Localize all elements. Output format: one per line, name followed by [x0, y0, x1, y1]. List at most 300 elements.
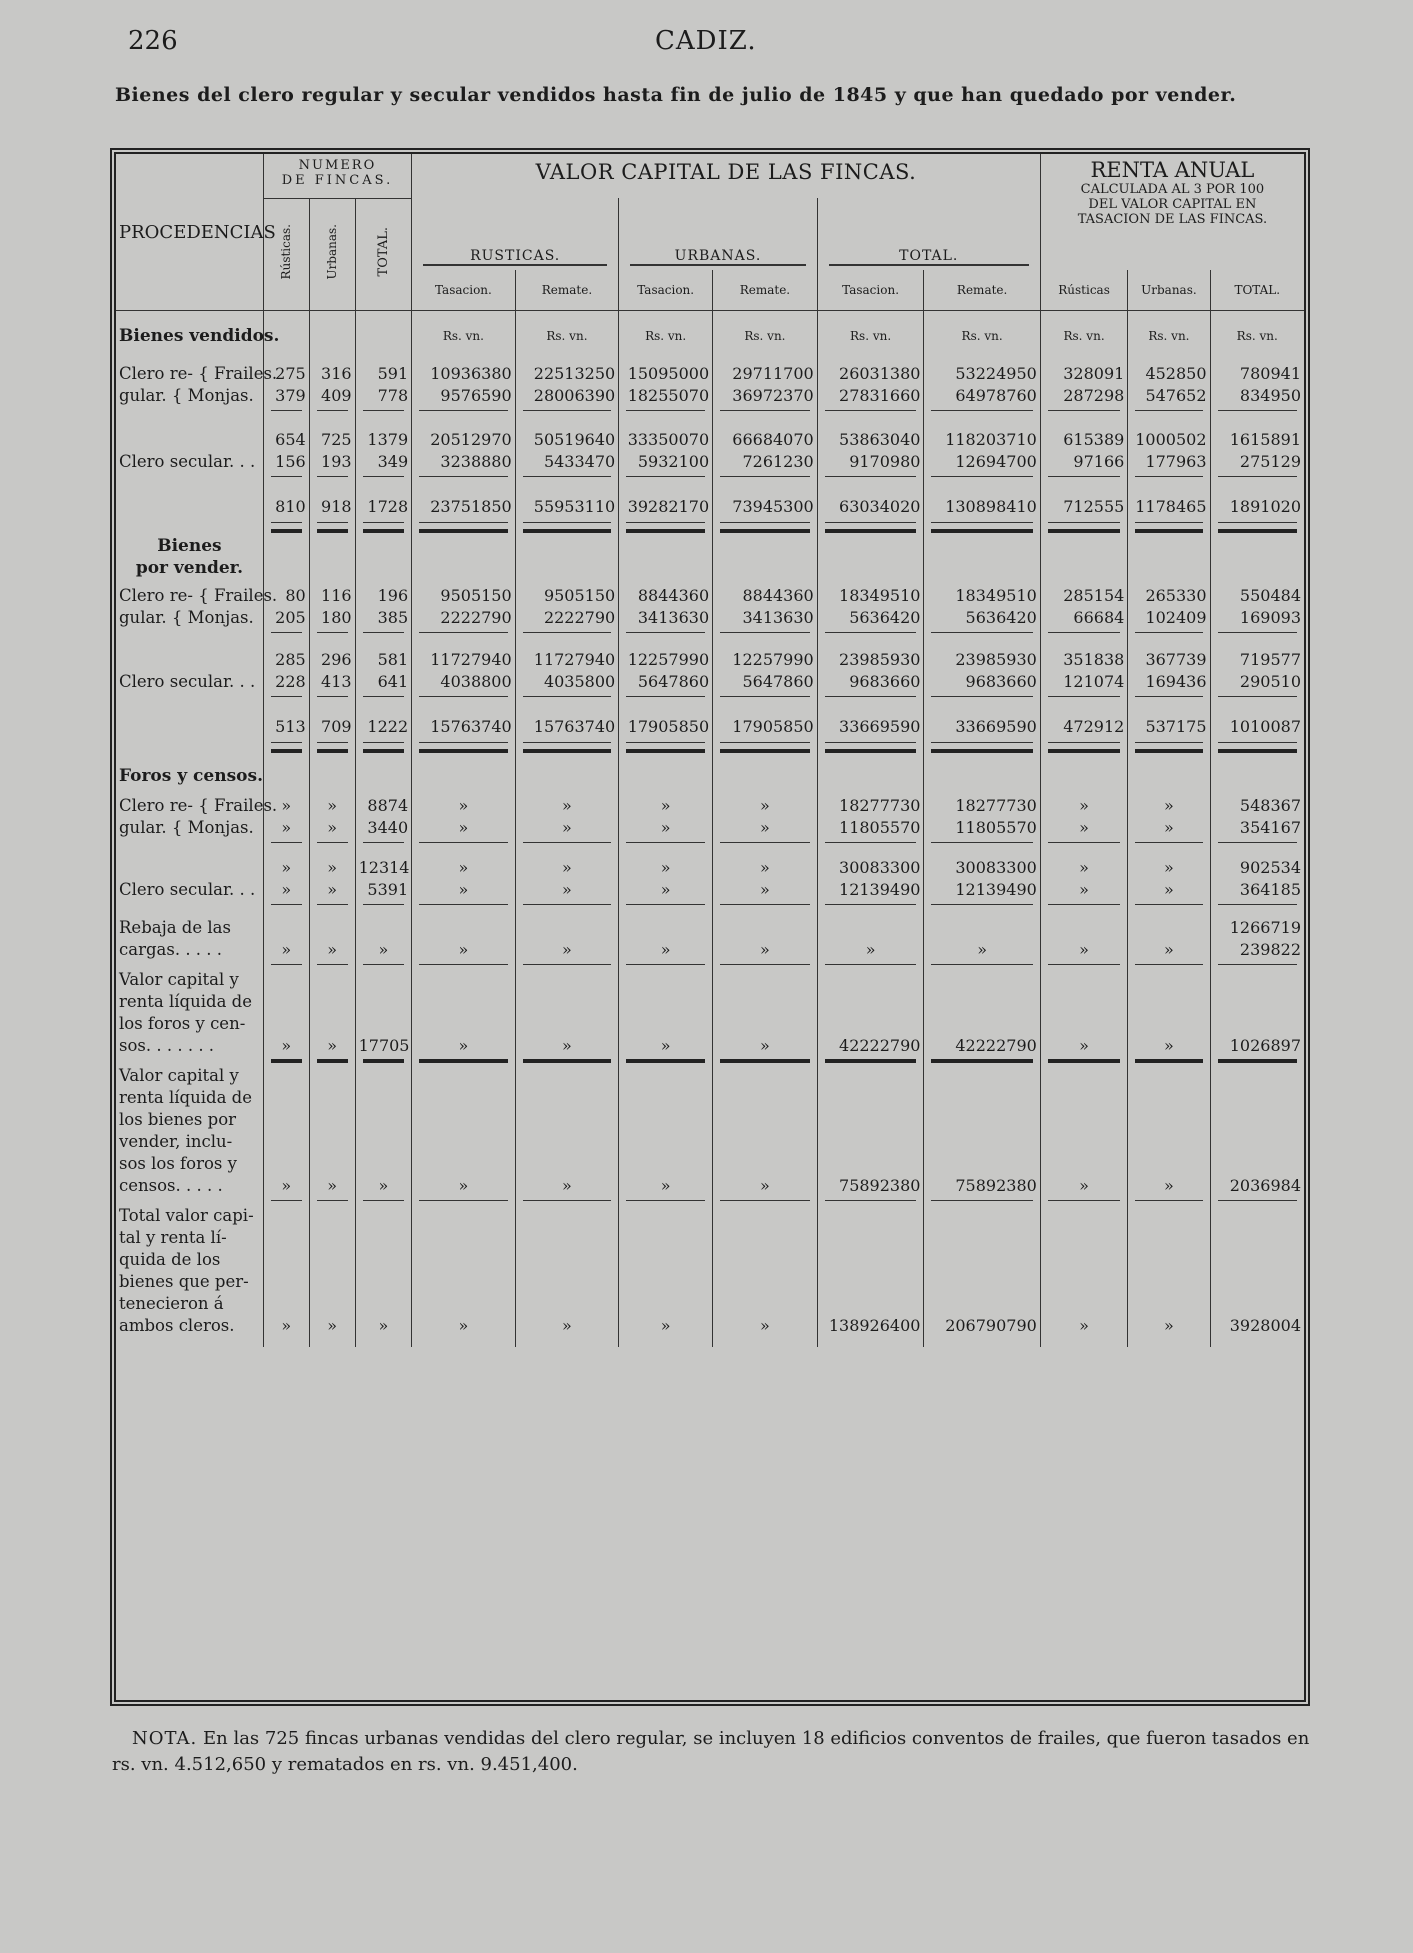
footnote-text: En las 725 fincas urbanas vendidas del clero regular, se incluyen 18 edificios conventos de frailes, que fueron tasados en rs. vn. 4.512,650 y rematados en rs. vn. 9.451,400.	[112, 1728, 1310, 1775]
rebaja-0-cell-9	[1040, 917, 1128, 939]
valor-foros-0-cell-5	[619, 969, 713, 991]
f-secular	[116, 879, 1304, 901]
total-final-3-cell-11	[1210, 1271, 1304, 1293]
rule-line	[1218, 1059, 1297, 1063]
rule-line	[626, 632, 705, 633]
rule-line	[1218, 842, 1297, 843]
frailes-label: Frailes.	[213, 586, 278, 605]
section-por-vender-1	[116, 535, 1304, 557]
total-final-5-cell-2: »	[355, 1315, 412, 1337]
v-secular-cell-7: 9170980	[817, 451, 924, 473]
p-reg-sum-cell-10: 367739	[1128, 649, 1210, 671]
valor-foros-1-cell-7	[817, 991, 924, 1013]
rebaja-0-cell-8	[924, 917, 1040, 939]
p-frailes-cell-1: 116	[309, 585, 355, 607]
v-frailes-cell-2: 591	[355, 363, 412, 385]
v-monjas-cell-9: 287298	[1040, 385, 1128, 407]
rule-line	[1135, 749, 1202, 753]
rule-line	[523, 696, 612, 697]
rule-line	[825, 842, 917, 843]
section-por-vender-2-cell-10	[1128, 557, 1210, 579]
f-rule-2	[116, 901, 1304, 909]
total-final-4-cell-10	[1128, 1293, 1210, 1315]
valor-bienes-1-cell-7	[817, 1087, 924, 1109]
rule-line	[825, 522, 917, 523]
running-head: CADIZ.	[655, 26, 757, 56]
rule-line	[317, 964, 348, 965]
rule-line	[931, 529, 1032, 533]
rule-line	[523, 529, 612, 533]
valor-foros-3-cell-4: »	[515, 1035, 619, 1057]
v-frailes-cell-8: 53224950	[924, 363, 1040, 385]
rule-line	[419, 742, 508, 743]
f-secular-cell-10: »	[1128, 879, 1210, 901]
section-foros-cell-8	[924, 763, 1040, 789]
total-final-2-cell-2	[355, 1249, 412, 1271]
v-total-cell-1: 918	[309, 495, 355, 519]
total-final-2-cell-9	[1040, 1249, 1128, 1271]
valor-bienes-1	[116, 1087, 1304, 1109]
total-final-5	[116, 1315, 1304, 1337]
section-por-vender-2-label: por vender.	[135, 557, 243, 578]
f-monjas-cell-7: 11805570	[817, 817, 924, 839]
section-por-vender-2-cell-4	[515, 557, 619, 579]
p-secular-cell-11: 290510	[1210, 671, 1304, 693]
total-final-3-cell-0	[263, 1271, 309, 1293]
p-monjas-cell-9: 66684	[1040, 607, 1128, 629]
v-secular-cell-2: 349	[355, 451, 412, 473]
spacer-row	[116, 311, 1304, 319]
rule-line	[363, 749, 405, 753]
f-monjas-cell-1: »	[309, 817, 355, 839]
monjas-label: Monjas.	[187, 818, 254, 837]
valor-bienes-3-cell-9	[1040, 1131, 1128, 1153]
rule-line	[363, 410, 405, 411]
rule-line	[626, 904, 705, 905]
valor-bienes-2-cell-1	[309, 1109, 355, 1131]
total-final-2-cell-5	[619, 1249, 713, 1271]
section-por-vender-2-cell-9	[1040, 557, 1128, 579]
rule-line	[720, 696, 810, 697]
header-remate-rusticas: Remate.	[515, 270, 619, 310]
section-foros	[116, 763, 1304, 789]
rule-line	[419, 1059, 508, 1063]
rebaja-0-cell-2	[355, 917, 412, 939]
rebaja-1-cell-4: »	[515, 939, 619, 961]
rebaja-1-cell-5: »	[619, 939, 713, 961]
valor-bienes-0-label: Valor capital y	[119, 1066, 239, 1085]
p-rule-2	[116, 693, 1304, 701]
section-por-vender-1-cell-3	[412, 535, 516, 557]
header-rusticas	[412, 198, 619, 270]
header-numero: NUMERO	[298, 158, 377, 173]
header-procedencias: PROCEDENCIAS	[116, 154, 263, 311]
v-total-cell-11: 1891020	[1210, 495, 1304, 519]
header-tasacion-total: Tasacion.	[817, 270, 924, 310]
total-final-3-cell-7	[817, 1271, 924, 1293]
v-total-label	[116, 495, 263, 519]
valor-bienes-5-cell-4: »	[515, 1175, 619, 1197]
v-total-cell-8: 130898410	[924, 495, 1040, 519]
header-remate-total: Remate.	[924, 270, 1040, 310]
rule-line	[1048, 742, 1121, 743]
valor-bienes-4-cell-9	[1040, 1153, 1128, 1175]
section-foros-cell-4	[515, 763, 619, 789]
valor-bienes-3-label: vender, inclu-	[119, 1132, 233, 1151]
f-secular-cell-8: 12139490	[924, 879, 1040, 901]
valor-bienes-1-cell-10	[1128, 1087, 1210, 1109]
v-secular-cell-11: 275129	[1210, 451, 1304, 473]
p-frailes-cell-8: 18349510	[924, 585, 1040, 607]
valor-bienes-3-cell-0	[263, 1131, 309, 1153]
valor-bienes-5-cell-8: 75892380	[924, 1175, 1040, 1197]
header-rusticas-vertical: Rústicas.	[279, 224, 294, 280]
rule-line	[1135, 1059, 1202, 1063]
p-frailes-cell-0: 80	[263, 585, 309, 607]
v-frailes-cell-0: 275	[263, 363, 309, 385]
header-urbanas-label: URBANAS.	[674, 248, 762, 264]
valor-bienes-1-cell-5	[619, 1087, 713, 1109]
total-final-2-label: quida de los	[119, 1250, 221, 1269]
rule-line	[825, 1059, 917, 1063]
total-final-2-cell-4	[515, 1249, 619, 1271]
v-frailes-cell-6: 29711700	[713, 363, 818, 385]
total-final-3-cell-5	[619, 1271, 713, 1293]
p-rule-4	[116, 747, 1304, 755]
p-total-cell-2: 1222	[355, 715, 412, 739]
rule-line	[1218, 529, 1297, 533]
rule-line	[626, 842, 705, 843]
f-monjas-cell-4: »	[515, 817, 619, 839]
rule-line	[419, 964, 508, 965]
total-final-5-cell-0: »	[263, 1315, 309, 1337]
valor-foros-0-cell-9	[1040, 969, 1128, 991]
rule-line	[1218, 964, 1297, 965]
valor-bienes-0-cell-7	[817, 1065, 924, 1087]
v-secular-cell-10: 177963	[1128, 451, 1210, 473]
rebaja-0-cell-7	[817, 917, 924, 939]
valor-bienes-4-label: sos los foros y	[119, 1154, 237, 1173]
total-final-4-cell-9	[1040, 1293, 1128, 1315]
spacer-row	[116, 909, 1304, 917]
total-final-3	[116, 1271, 1304, 1293]
p-monjas-cell-11: 169093	[1210, 607, 1304, 629]
valor-bienes-5-cell-1: »	[309, 1175, 355, 1197]
valor-bienes-3-cell-3	[412, 1131, 516, 1153]
valor-foros-1-label: renta líquida de	[119, 992, 252, 1011]
valor-foros-2-cell-2	[355, 1013, 412, 1035]
total-final-3-cell-4	[515, 1271, 619, 1293]
header-urbanas	[619, 198, 818, 270]
f-reg-sum-cell-7: 30083300	[817, 857, 924, 879]
f-monjas-cell-10: »	[1128, 817, 1210, 839]
total-final-1-cell-9	[1040, 1227, 1128, 1249]
rule-line	[720, 742, 810, 743]
rule-line	[523, 1200, 612, 1201]
valor-bienes-4-cell-2	[355, 1153, 412, 1175]
rule-line	[720, 476, 810, 477]
valor-bienes-1-cell-6	[713, 1087, 818, 1109]
v-monjas-cell-10: 547652	[1128, 385, 1210, 407]
f-frailes-cell-5: »	[619, 795, 713, 817]
rule-line	[1135, 1200, 1202, 1201]
table-body	[116, 154, 1304, 1347]
rule-line	[271, 696, 302, 697]
rule-line	[626, 410, 705, 411]
clero-regular-label: gular.	[119, 386, 167, 405]
f-secular-cell-7: 12139490	[817, 879, 924, 901]
f-frailes-cell-9: »	[1040, 795, 1128, 817]
v-reg-sum-cell-11: 1615891	[1210, 429, 1304, 451]
header-numero-fincas	[263, 154, 411, 198]
f-frailes-cell-1: »	[309, 795, 355, 817]
header-renta-total: TOTAL.	[1210, 270, 1304, 310]
v-rule-2	[116, 473, 1304, 481]
valor-bienes-3-cell-1	[309, 1131, 355, 1153]
v-secular-cell-3: 3238880	[412, 451, 516, 473]
header-total-vertical: TOTAL.	[375, 227, 391, 277]
p-secular	[116, 671, 1304, 693]
valor-foros-0-label: Valor capital y	[119, 970, 239, 989]
p-secular-cell-9: 121074	[1040, 671, 1128, 693]
valor-foros-0-cell-6	[713, 969, 818, 991]
rule-line	[931, 410, 1032, 411]
rule-line	[317, 476, 348, 477]
p-reg-sum-cell-0: 285	[263, 649, 309, 671]
valor-bienes-3-cell-10	[1128, 1131, 1210, 1153]
valor-foros-1-cell-11	[1210, 991, 1304, 1013]
p-reg-sum-cell-3: 11727940	[412, 649, 516, 671]
valor-foros-3-cell-8: 42222790	[924, 1035, 1040, 1057]
valor-bienes-5-cell-5: »	[619, 1175, 713, 1197]
f-reg-sum-cell-11: 902534	[1210, 857, 1304, 879]
total-final-1-label: tal y renta lí-	[119, 1228, 227, 1247]
rebaja-1-cell-7: »	[817, 939, 924, 961]
valor-foros-3-cell-5: »	[619, 1035, 713, 1057]
section-vendidos-cell-4: Rs. vn.	[515, 319, 619, 353]
rebaja-1-cell-8: »	[924, 939, 1040, 961]
rule-line	[1135, 904, 1202, 905]
valor-bienes-2-cell-8	[924, 1109, 1040, 1131]
valor-foros-0-cell-2	[355, 969, 412, 991]
valor-bienes-0-cell-6	[713, 1065, 818, 1087]
header-tasacion-urbanas: Tasacion.	[619, 270, 713, 310]
total-final-5-cell-4: »	[515, 1315, 619, 1337]
total-final-3-cell-2	[355, 1271, 412, 1293]
rule-line	[720, 904, 810, 905]
section-por-vender-1-cell-4	[515, 535, 619, 557]
p-secular-cell-7: 9683660	[817, 671, 924, 693]
p-monjas-cell-1: 180	[309, 607, 355, 629]
rebaja-0-cell-4	[515, 917, 619, 939]
p-secular-cell-8: 9683660	[924, 671, 1040, 693]
p-monjas-cell-4: 2222790	[515, 607, 619, 629]
v-secular-cell-4: 5433470	[515, 451, 619, 473]
clero-regular-label: Clero re-	[119, 364, 193, 383]
valor-bienes-5-cell-9: »	[1040, 1175, 1128, 1197]
total-final-3-label: bienes que per-	[119, 1272, 249, 1291]
valor-bienes-5-label: censos. . . . .	[119, 1176, 223, 1195]
v-monjas-cell-2: 778	[355, 385, 412, 407]
total-final-3-cell-9	[1040, 1271, 1128, 1293]
total-final-2-cell-7	[817, 1249, 924, 1271]
p-reg-sum	[116, 649, 1304, 671]
rule-line	[363, 742, 405, 743]
rule-line	[720, 964, 810, 965]
rule-line	[720, 1200, 810, 1201]
p-total-cell-11: 1010087	[1210, 715, 1304, 739]
rule-line	[523, 904, 612, 905]
rule-line	[931, 749, 1032, 753]
header-renta-line-2: CALCULADA AL 3 POR 100	[1080, 182, 1265, 197]
f-frailes-cell-8: 18277730	[924, 795, 1040, 817]
total-final-2	[116, 1249, 1304, 1271]
rule-line	[720, 749, 810, 753]
header-de-fincas: DE FINCAS.	[281, 173, 394, 188]
footnote-label: NOTA.	[132, 1728, 198, 1749]
v-total-cell-0: 810	[263, 495, 309, 519]
rule-line	[271, 749, 302, 753]
p-total-cell-3: 15763740	[412, 715, 516, 739]
valor-bienes-1-cell-4	[515, 1087, 619, 1109]
rule-line	[825, 742, 917, 743]
total-final-5-cell-8: 206790790	[924, 1315, 1040, 1337]
rule-line	[825, 964, 917, 965]
f-secular-cell-9: »	[1040, 879, 1128, 901]
p-frailes-cell-2: 196	[355, 585, 412, 607]
section-foros-cell-0	[263, 763, 309, 789]
section-por-vender-1-cell-10	[1128, 535, 1210, 557]
valor-bienes-1-cell-0	[263, 1087, 309, 1109]
section-por-vender-1-cell-6	[713, 535, 818, 557]
valor-foros-3-cell-3: »	[412, 1035, 516, 1057]
total-final-0-cell-7	[817, 1205, 924, 1227]
v-total	[116, 495, 1304, 519]
valor-bienes-3	[116, 1131, 1304, 1153]
rule-line	[419, 842, 508, 843]
f-reg-sum-cell-1: »	[309, 857, 355, 879]
p-frailes-cell-7: 18349510	[817, 585, 924, 607]
p-total	[116, 715, 1304, 739]
total-final-4-cell-5	[619, 1293, 713, 1315]
p-monjas-cell-2: 385	[355, 607, 412, 629]
section-por-vender-2-cell-7	[817, 557, 924, 579]
p-reg-sum-cell-1: 296	[309, 649, 355, 671]
valor-bienes-4-cell-4	[515, 1153, 619, 1175]
p-monjas-cell-3: 2222790	[412, 607, 516, 629]
rule-line	[317, 410, 348, 411]
valor-foros-1-cell-9	[1040, 991, 1128, 1013]
v-monjas-cell-4: 28006390	[515, 385, 619, 407]
rule-line	[317, 1059, 348, 1063]
clero-regular-label: Clero re-	[119, 796, 193, 815]
p-frailes-cell-9: 285154	[1040, 585, 1128, 607]
v-secular-cell-8: 12694700	[924, 451, 1040, 473]
rule-line	[363, 842, 405, 843]
section-vendidos-cell-3: Rs. vn.	[412, 319, 516, 353]
valor-bienes-0-cell-8	[924, 1065, 1040, 1087]
p-secular-cell-2: 641	[355, 671, 412, 693]
rule-line	[1135, 529, 1202, 533]
valor-bienes-1-cell-3	[412, 1087, 516, 1109]
section-por-vender-2-cell-5	[619, 557, 713, 579]
monjas-label: Monjas.	[187, 386, 254, 405]
header-col-urbanas	[309, 198, 355, 310]
total-final-0-label: Total valor capi-	[119, 1206, 254, 1225]
valor-bienes-2-cell-5	[619, 1109, 713, 1131]
section-vendidos-cell-11: Rs. vn.	[1210, 319, 1304, 353]
section-por-vender-1-cell-1	[309, 535, 355, 557]
section-vendidos-cell-5: Rs. vn.	[619, 319, 713, 353]
v-secular-cell-0: 156	[263, 451, 309, 473]
valor-bienes-3-cell-11	[1210, 1131, 1304, 1153]
v-secular-cell-5: 5932100	[619, 451, 713, 473]
rebaja-0-cell-6	[713, 917, 818, 939]
header-renta-rusticas: Rústicas	[1040, 270, 1128, 310]
section-por-vender-1-cell-9	[1040, 535, 1128, 557]
valor-foros-2-cell-7	[817, 1013, 924, 1035]
rule-line	[1135, 842, 1202, 843]
v-total-cell-3: 23751850	[412, 495, 516, 519]
valor-bienes-4-cell-3	[412, 1153, 516, 1175]
p-monjas-cell-8: 5636420	[924, 607, 1040, 629]
v-monjas-cell-1: 409	[309, 385, 355, 407]
p-total-cell-10: 537175	[1128, 715, 1210, 739]
total-final-0-cell-4	[515, 1205, 619, 1227]
rule-line	[1048, 749, 1121, 753]
rule-line	[931, 632, 1032, 633]
clero-regular-label: gular.	[119, 608, 167, 627]
valor-foros-1-cell-4	[515, 991, 619, 1013]
total-final-5-cell-9: »	[1040, 1315, 1128, 1337]
p-reg-sum-cell-9: 351838	[1040, 649, 1128, 671]
valor-bienes-1-cell-9	[1040, 1087, 1128, 1109]
v-monjas-cell-5: 18255070	[619, 385, 713, 407]
valor-bienes-1-cell-11	[1210, 1087, 1304, 1109]
rule-line	[523, 410, 612, 411]
rule-line	[1135, 632, 1202, 633]
rule-line	[363, 529, 405, 533]
valor-bienes-0-cell-1	[309, 1065, 355, 1087]
total-final-4-cell-8	[924, 1293, 1040, 1315]
valor-foros-3-cell-9: »	[1040, 1035, 1128, 1057]
valor-bienes-2	[116, 1109, 1304, 1131]
rule-line	[1135, 964, 1202, 965]
rule-line	[1218, 632, 1297, 633]
rule-line	[626, 742, 705, 743]
v-frailes-cell-5: 15095000	[619, 363, 713, 385]
rule-line	[825, 1200, 917, 1201]
v-reg-sum-cell-10: 1000502	[1128, 429, 1210, 451]
f-monjas-cell-8: 11805570	[924, 817, 1040, 839]
p-reg-sum-cell-5: 12257990	[619, 649, 713, 671]
v-secular-cell-9: 97166	[1040, 451, 1128, 473]
rebaja-1-label: cargas. . . . .	[119, 940, 223, 959]
total-final-0-cell-5	[619, 1205, 713, 1227]
total-final-0-cell-1	[309, 1205, 355, 1227]
f-frailes-cell-11: 548367	[1210, 795, 1304, 817]
valor-bienes-1-cell-2	[355, 1087, 412, 1109]
section-por-vender-2-cell-2	[355, 557, 412, 579]
p-total-cell-4: 15763740	[515, 715, 619, 739]
total-final-4-label: tenecieron á	[119, 1294, 224, 1313]
header-total-brace	[829, 264, 1029, 266]
rule-line	[419, 529, 508, 533]
v-reg-sum-cell-9: 615389	[1040, 429, 1128, 451]
p-reg-sum-cell-11: 719577	[1210, 649, 1304, 671]
rebaja-1-cell-1: »	[309, 939, 355, 961]
valor-foros-1-cell-5	[619, 991, 713, 1013]
